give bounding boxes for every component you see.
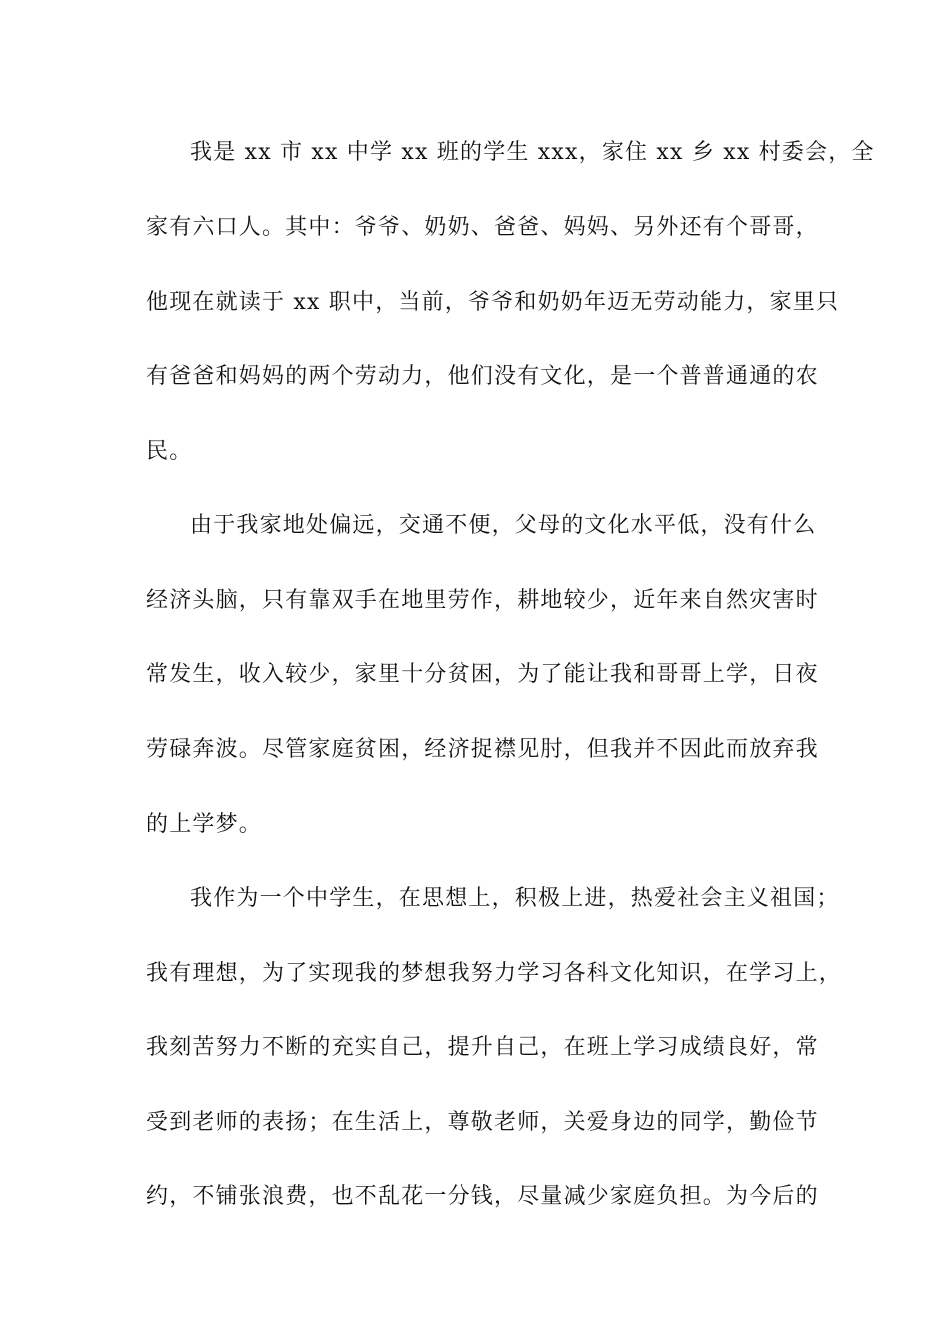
paragraph-2-line-4: 劳碌奔波。尽管家庭贫困，经济捉襟见肘，但我并不因此而放弃我 — [146, 737, 819, 762]
paragraph-3-line-4: 受到老师的表扬；在生活上，尊敬老师，关爱身边的同学，勤俭节 — [146, 1110, 819, 1135]
paragraph-1-line-4: 有爸爸和妈妈的两个劳动力，他们没有文化，是一个普普通通的农 — [146, 364, 819, 389]
paragraph-2-line-3: 常发生，收入较少，家里十分贫困，为了能让我和哥哥上学，日夜 — [146, 662, 819, 687]
paragraph-3-line-5: 约，不铺张浪费，也不乱花一分钱，尽量减少家庭负担。为今后的 — [146, 1184, 819, 1209]
paragraph-1-line-1: 我是 xx 市 xx 中学 xx 班的学生 xxx，家住 xx 乡 xx 村委会，全 — [190, 140, 875, 165]
paragraph-1-line-2: 家有六口人。其中：爷爷、奶奶、爸爸、妈妈、另外还有个哥哥， — [146, 215, 819, 240]
paragraph-1-line-5: 民。 — [146, 439, 193, 464]
paragraph-1-line-3: 他现在就读于 xx 职中，当前，爷爷和奶奶年迈无劳动能力，家里只 — [146, 290, 840, 315]
paragraph-3-line-2: 我有理想，为了实现我的梦想我努力学习各科文化知识，在学习上， — [146, 961, 843, 986]
paragraph-3-line-3: 我刻苦努力不断的充实自己，提升自己，在班上学习成绩良好，常 — [146, 1035, 819, 1060]
paragraph-2-line-1: 由于我家地处偏远，交通不便，父母的文化水平低，没有什么 — [190, 513, 817, 538]
paragraph-2-line-5: 的上学梦。 — [146, 812, 263, 837]
paragraph-2-line-2: 经济头脑，只有靠双手在地里劳作，耕地较少，近年来自然灾害时 — [146, 588, 819, 613]
paragraph-3-line-1: 我作为一个中学生，在思想上，积极上进，热爱社会主义祖国； — [190, 886, 840, 911]
